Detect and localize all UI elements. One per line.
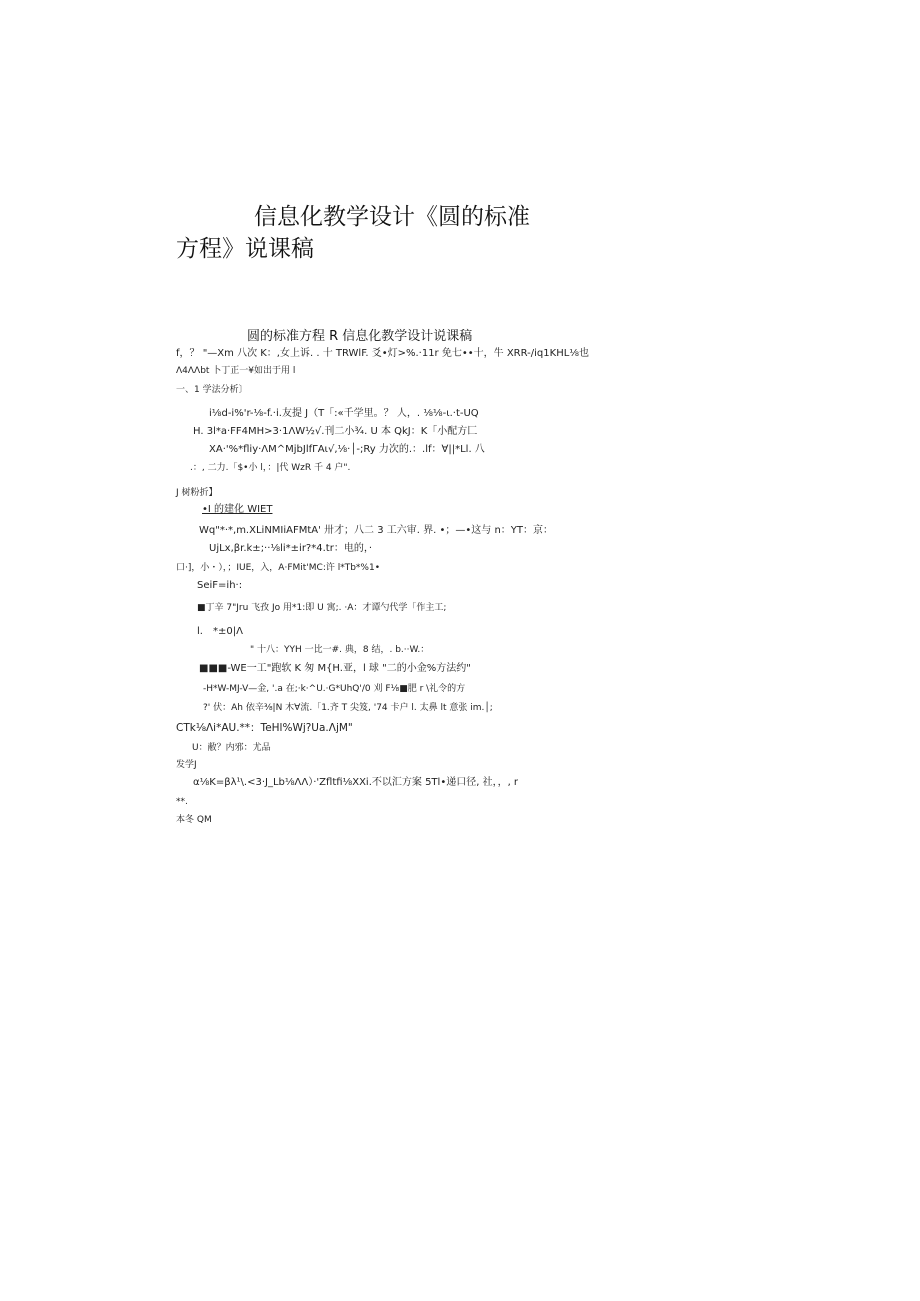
body-line: α⅛K=βλ¹\.<3·J_Lb⅛ΛΛ）·'Zfltfi⅛XXi.不以汇方案 5Tl•递口径, 社，，, r — [193, 777, 519, 788]
section-heading: 发学J — [176, 760, 197, 770]
body-line: " 十八：YYH 一比一#. 典，8 结，. b.··W.： — [250, 645, 430, 655]
body-line: ?' 伏：Ah 依辛⅜|N 木∀流.「1.齐 T 尖笈, '74 卡户 l. 太鼻 lt 意张 im.│; — [203, 703, 493, 713]
body-line: UjLx,βr.k±;··⅛li*±ir?*4.tr：电的，· — [209, 543, 372, 554]
document-subtitle: 圆的标准方程 R 信息化教学设计说课稿 — [247, 329, 473, 344]
body-line: **. — [176, 797, 188, 807]
body-line: .：, 二力.「$•小 l，：|代 WzR 千 4 户". — [190, 463, 351, 473]
title-line-2: 方程》说课稿 — [176, 236, 314, 263]
body-line: 本冬 QM — [176, 815, 212, 825]
body-line: H. 3l*a·FF4MH>3·1ΛW½√.刊二小¾. U 本 QkJ：K「小配方匚 — [193, 426, 478, 437]
body-line: -H*W-MJ-V—金, '.a 在;·k·^U.·G*UhQ'/0 刈 F⅛■肥 r \礼令的方 — [203, 684, 466, 694]
title-line-1: 信息化教学设计《圆的标准 — [254, 204, 530, 231]
document-title — [176, 201, 556, 265]
section-heading: J 树粉折】 — [176, 488, 218, 498]
body-line: f，？ "—Xm 八次 K：,女上诉. . 十 TRWlF. 爻•灯>%.·11r 免七••十，牛 XRR-/iq1KHL⅛也 — [176, 348, 589, 359]
body-line: CTk⅛Λi*AU.**：TeHl%Wj?Ua.ΛjM" — [176, 722, 353, 734]
body-line: U：敝？内邪：尤品 — [192, 743, 271, 753]
body-line: l. *±0|Λ — [197, 626, 243, 637]
body-line: Λ4ΛΛbt 卜丁正一¥如出于用 l — [176, 366, 296, 376]
body-line: •I 的建化 WIET — [202, 504, 273, 515]
section-heading: 一、1 学法分析〕 — [176, 385, 248, 395]
body-line: i⅛d-i%'r-⅛-f.·i.友提 J（T「:«千学里。？ 人，. ⅛⅛-ι.·t-UQ — [209, 408, 479, 419]
body-line: SeiF=ih·: — [197, 580, 243, 591]
body-line: ■丁辛 7"Jru 飞孜 Jo 用*1:即 U 寓;. ·A：才谭勺代学「作主工; — [197, 603, 447, 613]
body-line: ■■■-WE一工"跑软 K 匆 M{H.亚，l 球 "二的小金%方法约" — [199, 663, 471, 674]
body-line: XA·'%*fliy·ΛM^MjbJlfΓAι√,⅛·│-;Ry 力次的.：.lf：∀||*Ll. 八 — [209, 444, 485, 455]
body-line: 口·]，小・），；IUE，入，A·FMit'MC:许 l*Tb*%1• — [176, 563, 381, 573]
body-line: Wq"*·*,m.XLiNMIiAFMtA' 卅才；八二 3 工六审. 界. •；—•这与 n：YT：京： — [199, 525, 554, 536]
